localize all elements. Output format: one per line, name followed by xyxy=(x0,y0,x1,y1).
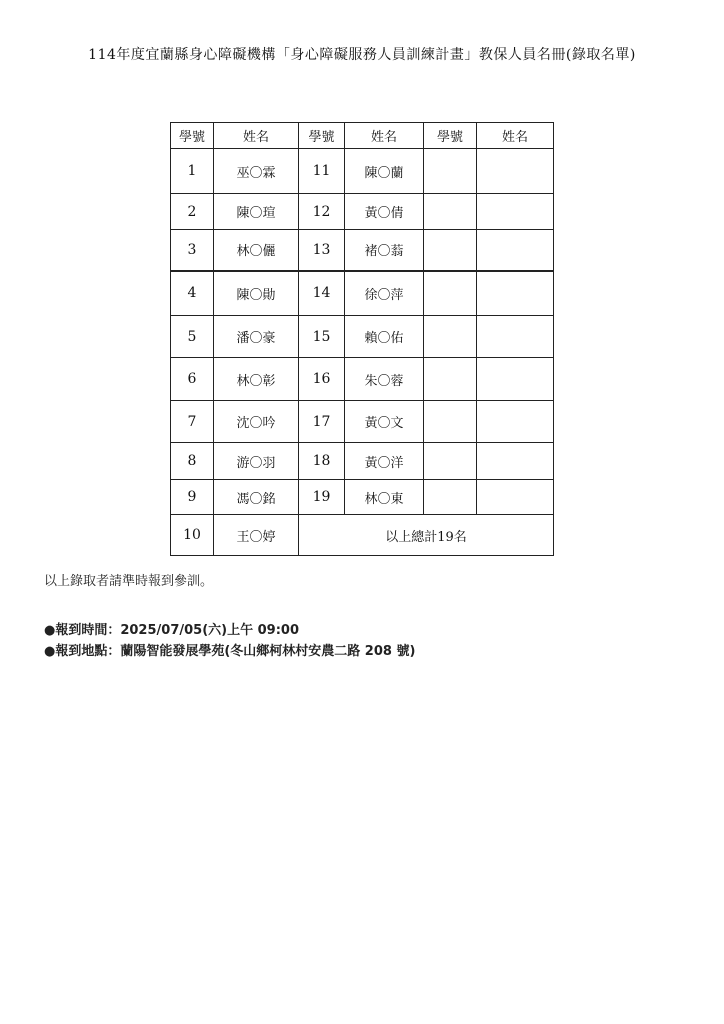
student-id-cell: 11 xyxy=(299,149,345,194)
student-id-cell: 16 xyxy=(299,358,345,401)
student-id-cell: 15 xyxy=(299,316,345,358)
student-id-cell: 1 xyxy=(171,149,214,194)
student-name-cell: 陳〇瑄 xyxy=(214,194,299,230)
empty-cell xyxy=(477,271,554,316)
document-title: 114年度宜蘭縣身心障礙機構「身心障礙服務人員訓練計畫」教保人員名冊(錄取名單) xyxy=(88,47,636,63)
empty-cell xyxy=(424,230,477,271)
table-row xyxy=(171,316,554,358)
empty-cell xyxy=(424,480,477,515)
table-row xyxy=(171,443,554,480)
header-student-id-3: 學號 xyxy=(424,123,477,149)
student-name-cell: 陳〇勛 xyxy=(214,271,299,316)
table-row xyxy=(171,149,554,194)
header-name-3: 姓名 xyxy=(477,123,554,149)
header-name-1: 姓名 xyxy=(214,123,299,149)
student-name-cell: 陳〇蘭 xyxy=(345,149,424,194)
student-id-cell: 2 xyxy=(171,194,214,230)
empty-cell xyxy=(477,401,554,443)
table-row xyxy=(171,358,554,401)
empty-cell xyxy=(477,230,554,271)
student-id-cell: 6 xyxy=(171,358,214,401)
student-name-cell: 朱〇蓉 xyxy=(345,358,424,401)
student-name-cell: 馮〇銘 xyxy=(214,480,299,515)
student-id-cell: 18 xyxy=(299,443,345,480)
attendance-notice: 以上錄取者請準時報到參訓。 xyxy=(44,574,214,589)
student-id-cell: 7 xyxy=(171,401,214,443)
empty-cell xyxy=(477,149,554,194)
student-name-cell: 黃〇文 xyxy=(345,401,424,443)
empty-cell xyxy=(477,316,554,358)
student-id-cell: 13 xyxy=(299,230,345,271)
student-id-cell: 9 xyxy=(171,480,214,515)
report-time: ●報到時間：2025/07/05(六)上午 09:00 xyxy=(44,623,299,638)
student-name-cell: 林〇儷 xyxy=(214,230,299,271)
total-count-cell: 以上總計19名 xyxy=(299,515,554,556)
table-row xyxy=(171,271,554,316)
empty-cell xyxy=(424,443,477,480)
student-name-cell: 潘〇豪 xyxy=(214,316,299,358)
student-name-cell: 林〇彰 xyxy=(214,358,299,401)
student-id-cell: 17 xyxy=(299,401,345,443)
empty-cell xyxy=(477,358,554,401)
student-id-cell: 3 xyxy=(171,230,214,271)
student-name-cell: 徐〇萍 xyxy=(345,271,424,316)
table-row xyxy=(171,230,554,271)
student-name-cell: 沈〇吟 xyxy=(214,401,299,443)
empty-cell xyxy=(424,316,477,358)
empty-cell xyxy=(477,194,554,230)
empty-cell xyxy=(424,149,477,194)
header-student-id-2: 學號 xyxy=(299,123,345,149)
student-name-cell: 林〇東 xyxy=(345,480,424,515)
header-student-id-1: 學號 xyxy=(171,123,214,149)
table-row xyxy=(171,515,554,556)
empty-cell xyxy=(424,401,477,443)
table-row xyxy=(171,480,554,515)
table-row xyxy=(171,194,554,230)
empty-cell xyxy=(424,271,477,316)
student-id-cell: 19 xyxy=(299,480,345,515)
report-location: ●報到地點：蘭陽智能發展學苑(冬山鄉柯林村安農二路 208 號) xyxy=(44,644,416,659)
student-name-cell: 巫〇霖 xyxy=(214,149,299,194)
student-id-cell: 5 xyxy=(171,316,214,358)
student-id-cell: 10 xyxy=(171,515,214,556)
student-name-cell: 黃〇洋 xyxy=(345,443,424,480)
student-name-cell: 賴〇佑 xyxy=(345,316,424,358)
student-id-cell: 12 xyxy=(299,194,345,230)
roster-table xyxy=(170,122,554,556)
student-name-cell: 黃〇倩 xyxy=(345,194,424,230)
header-name-2: 姓名 xyxy=(345,123,424,149)
empty-cell xyxy=(424,194,477,230)
empty-cell xyxy=(477,480,554,515)
empty-cell xyxy=(424,358,477,401)
student-id-cell: 14 xyxy=(299,271,345,316)
table-row xyxy=(171,401,554,443)
student-id-cell: 4 xyxy=(171,271,214,316)
student-id-cell: 8 xyxy=(171,443,214,480)
table-header-row xyxy=(171,123,554,149)
student-name-cell: 褚〇蓊 xyxy=(345,230,424,271)
student-name-cell: 游〇羽 xyxy=(214,443,299,480)
student-name-cell: 王〇婷 xyxy=(214,515,299,556)
empty-cell xyxy=(477,443,554,480)
